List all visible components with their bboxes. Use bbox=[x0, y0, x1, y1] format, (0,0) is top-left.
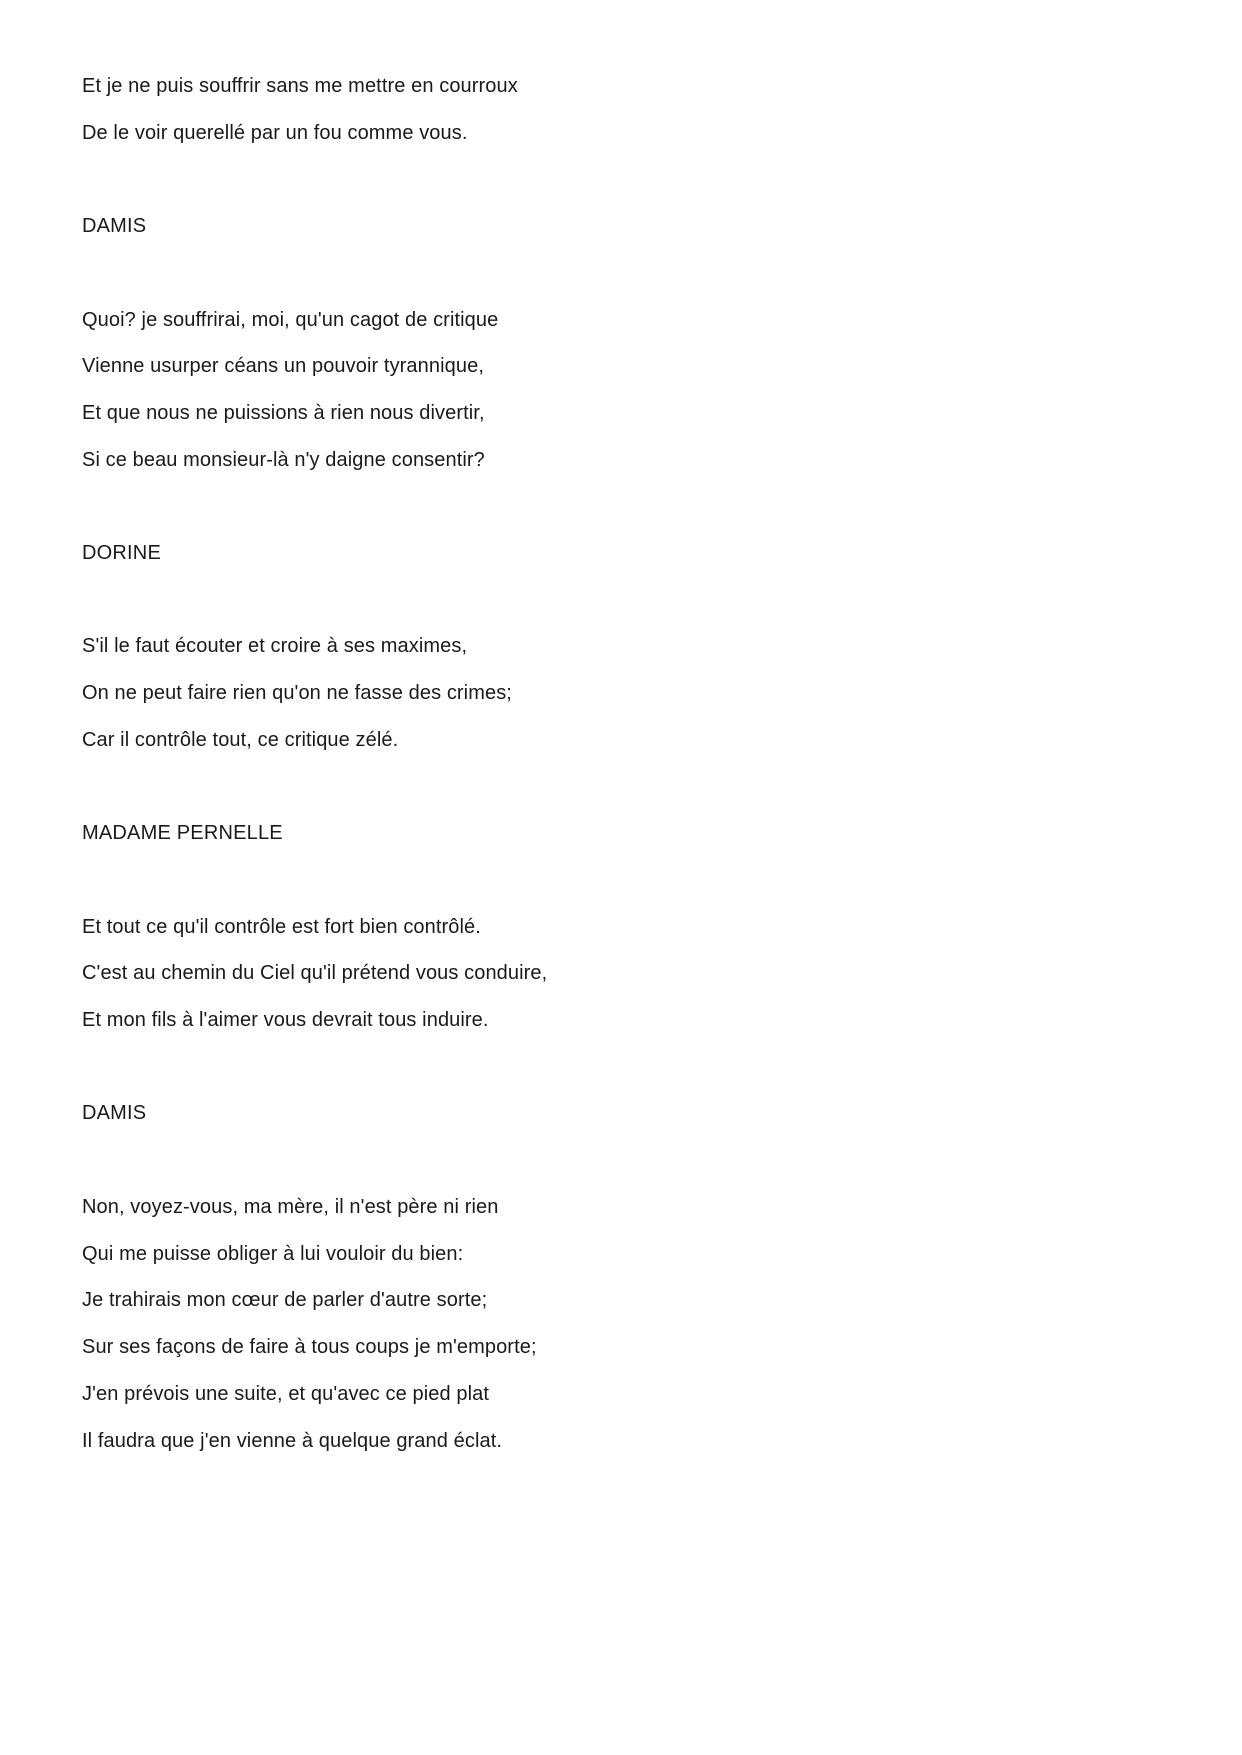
speaker-name: DAMIS bbox=[82, 1102, 147, 1124]
verse-line: On ne peut faire rien qu'on ne fasse des crimes; bbox=[82, 682, 512, 704]
verse-line: J'en prévois une suite, et qu'avec ce pied plat bbox=[82, 1383, 490, 1405]
speaker-name: MADAME PERNELLE bbox=[82, 822, 283, 844]
verse-line: Si ce beau monsieur-là n'y daigne consentir? bbox=[82, 449, 485, 471]
verse-line: De le voir querellé par un fou comme vous. bbox=[82, 122, 468, 144]
verse-line: Vienne usurper céans un pouvoir tyrannique, bbox=[82, 355, 484, 377]
verse-line: Et mon fils à l'aimer vous devrait tous induire. bbox=[82, 1009, 489, 1031]
verse-line: S'il le faut écouter et croire à ses maximes, bbox=[82, 635, 468, 657]
verse-line: Qui me puisse obliger à lui vouloir du bien: bbox=[82, 1243, 464, 1265]
verse-line: Quoi? je souffrirai, moi, qu'un cagot de critique bbox=[82, 309, 499, 331]
verse-line: Non, voyez-vous, ma mère, il n'est père ni rien bbox=[82, 1196, 499, 1218]
verse-line: Et je ne puis souffrir sans me mettre en courroux bbox=[82, 75, 518, 97]
verse-line: Et que nous ne puissions à rien nous divertir, bbox=[82, 402, 485, 424]
verse-line: Il faudra que j'en vienne à quelque grand éclat. bbox=[82, 1430, 503, 1452]
verse-line: C'est au chemin du Ciel qu'il prétend vous conduire, bbox=[82, 962, 548, 984]
verse-line: Je trahirais mon cœur de parler d'autre sorte; bbox=[82, 1289, 488, 1311]
verse-line: Car il contrôle tout, ce critique zélé. bbox=[82, 729, 399, 751]
speaker-name: DORINE bbox=[82, 542, 161, 564]
verse-line: Et tout ce qu'il contrôle est fort bien contrôlé. bbox=[82, 916, 481, 938]
verse-line: Sur ses façons de faire à tous coups je m'emporte; bbox=[82, 1336, 537, 1358]
speaker-name: DAMIS bbox=[82, 215, 147, 237]
